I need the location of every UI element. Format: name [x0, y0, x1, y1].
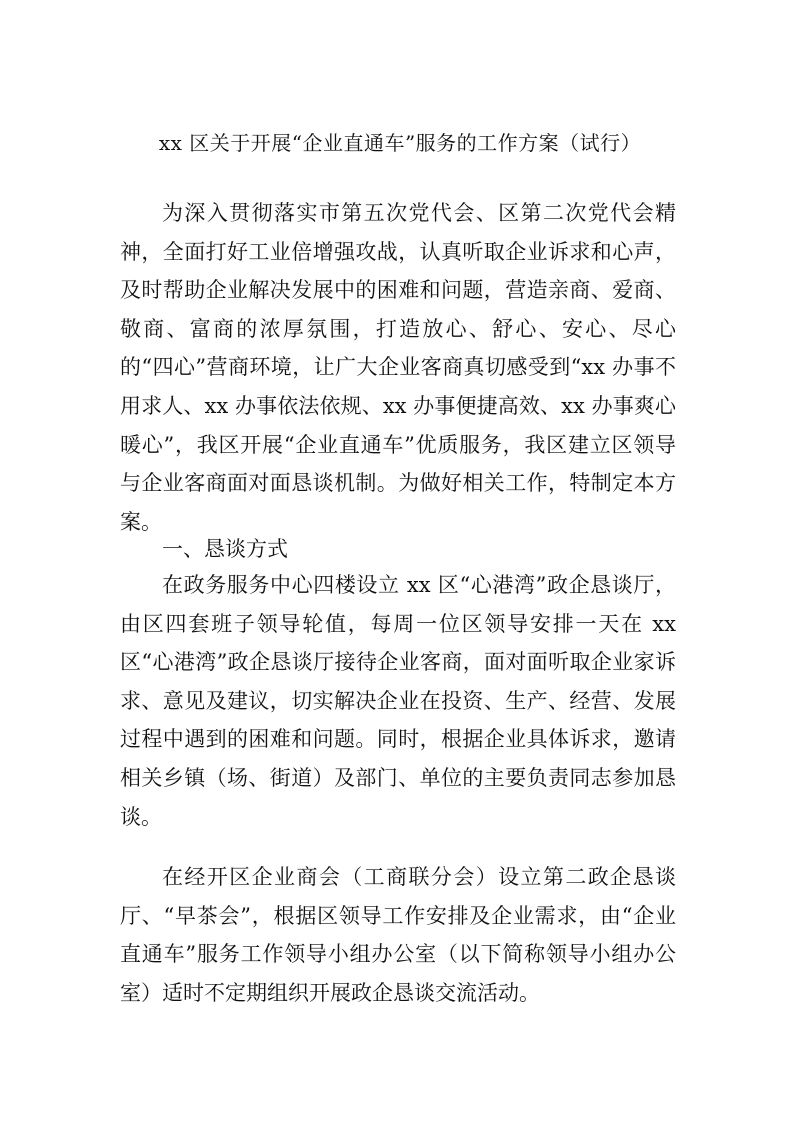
intro-paragraph: 为深入贯彻落实市第五次党代会、区第二次党代会精神，全面打好工业倍增强攻战，认真听取企业诉求和心声，及时帮助企业解决发展中的困难和问题，营造亲商、爱商、敬商、富商的浓厚氛围，打造放心、舒心、安心、尽心的“四心”营商环境，让广大企业客商真切感受到“xx 办事不用求人、xx 办事依法依规、xx 办事便捷高效、xx 办事爽心暖心”，我区开展“企业直通车”优质服务，我区建立区领导与企业客商面对面恳谈机制。为做好相关工作，特制定本方案。	[120, 201, 676, 534]
section-1-paragraph-1: 在政务服务中心四楼设立 xx 区“心港湾”政企恳谈厅，由区四套班子领导轮值，每周一位区领导安排一天在 xx 区“心港湾”政企恳谈厅接待企业客商，面对面听取企业家诉求、意见及建议，切实解决企业在投资、生产、经营、发展过程中遇到的困难和问题。同时，根据企业具体诉求，邀请相关乡镇（场、街道）及部门、单位的主要负责同志参加恳谈。	[120, 573, 676, 829]
section-1-paragraph-2: 在经开区企业商会（工商联分会）设立第二政企恳谈厅、“早茶会”，根据区领导工作安排及企业需求，由“企业直通车”服务工作领导小组办公室（以下简称领导小组办公室）适时不定期组织开展政企恳谈交流活动。	[120, 865, 676, 1005]
document-title: xx 区关于开展“企业直通车”服务的工作方案（试行）	[158, 131, 642, 155]
section-heading-1: 一、恳谈方式	[162, 537, 288, 561]
